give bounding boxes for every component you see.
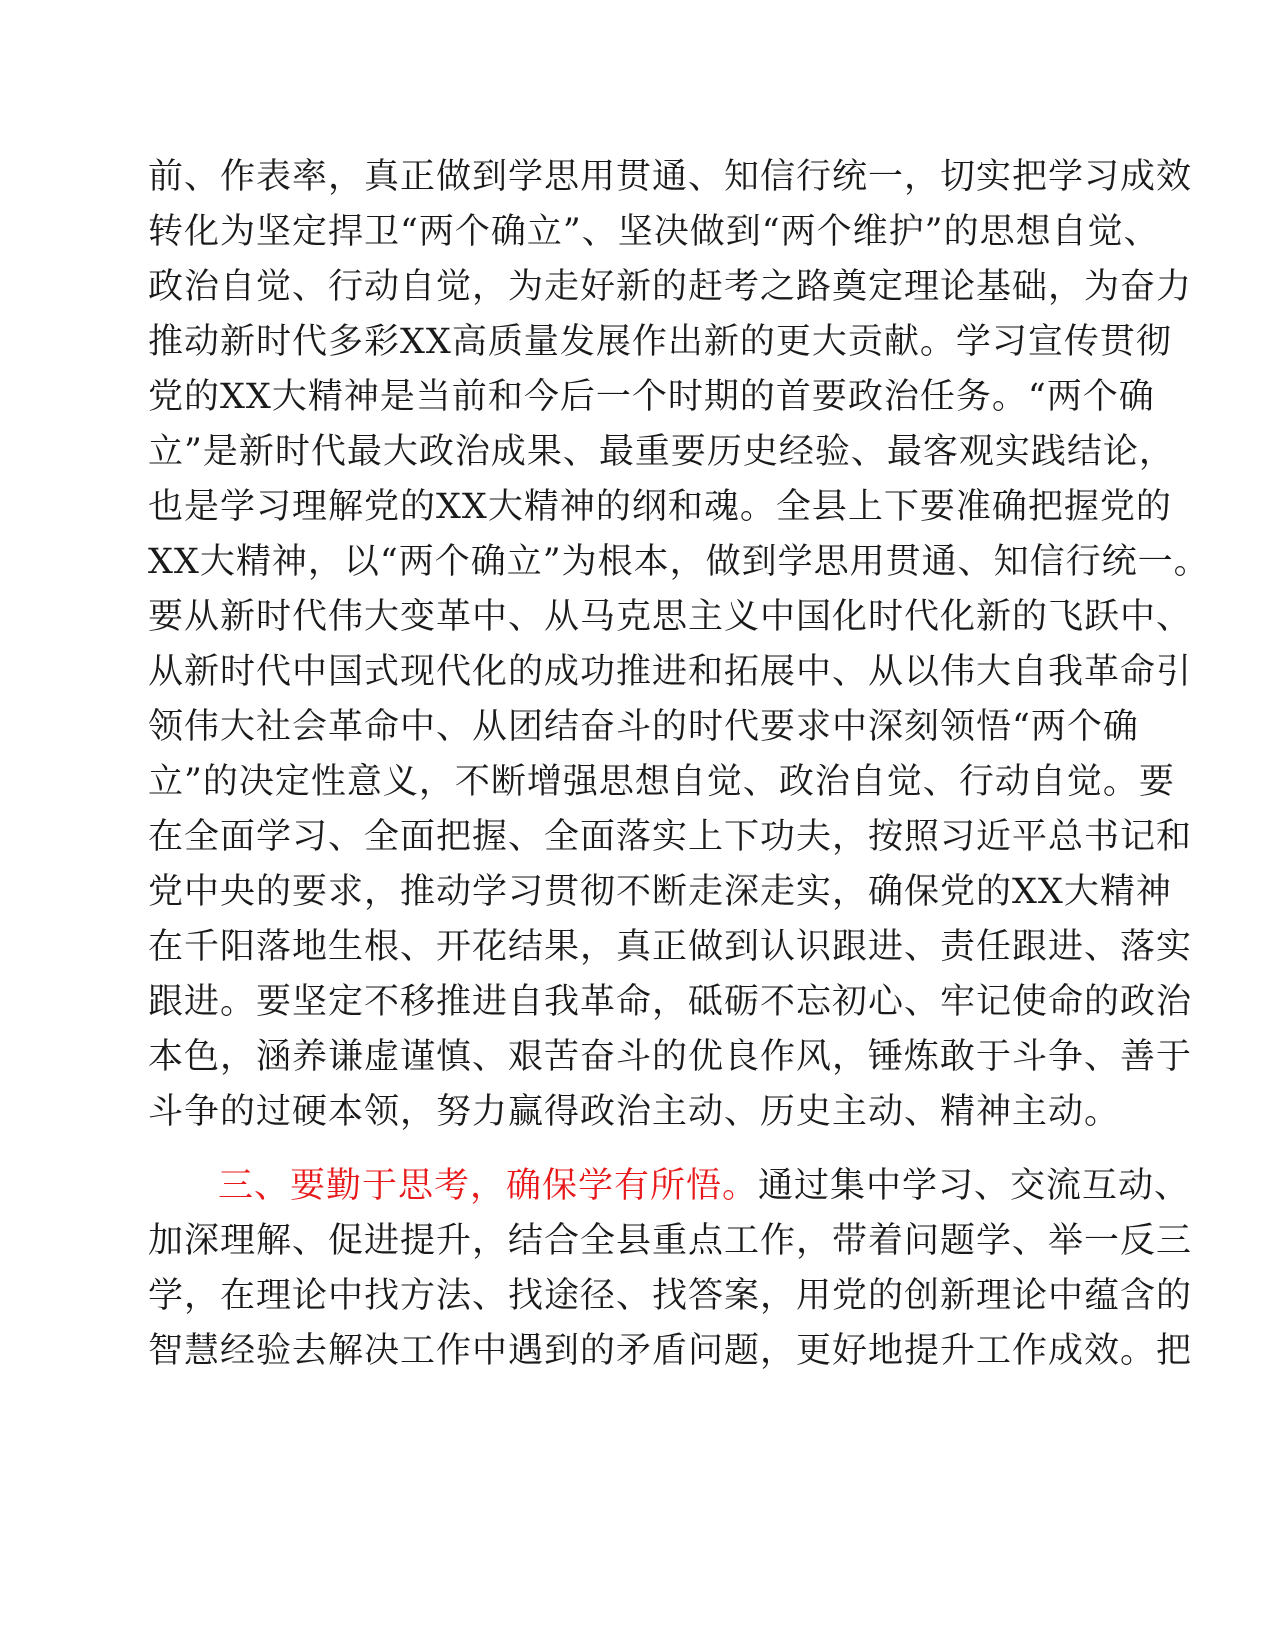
section-3-first-line bbox=[148, 1159, 1191, 1214]
text-line: 加深理解、促进提升，结合全县重点工作，带着问题学、举一反三 bbox=[148, 1221, 1193, 1261]
document-body bbox=[148, 150, 1210, 1379]
text-line: 党中央的要求，推动学习贯彻不断走深走实，确保党的XX大精神 bbox=[148, 872, 1172, 912]
paragraph-spacer bbox=[148, 1140, 1128, 1159]
text-line: 党的XX大精神是当前和今后一个时期的首要政治任务。“两个确 bbox=[148, 377, 1155, 417]
section-3-text: 通过集中学习、交流互动、 bbox=[758, 1166, 1191, 1206]
text-line: 在全面学习、全面把握、全面落实上下功夫，按照习近平总书记和 bbox=[148, 817, 1193, 857]
text-line: 推动新时代多彩XX高质量发展作出新的更大贡献。学习宣传贯彻 bbox=[148, 322, 1172, 362]
text-line: 斗争的过硬本领，努力赢得政治主动、历史主动、精神主动。 bbox=[148, 1092, 1121, 1132]
text-line: 立”是新时代最大政治成果、最重要历史经验、最客观实践结论， bbox=[148, 432, 1175, 472]
text-line: 从新时代中国式现代化的成功推进和拓展中、从以伟大自我革命引 bbox=[148, 652, 1193, 692]
text-line: 跟进。要坚定不移推进自我革命，砥砺不忘初心、牢记使命的政治 bbox=[148, 982, 1193, 1022]
text-line: 政治自觉、行动自觉，为走好新的赶考之路奠定理论基础，为奋力 bbox=[148, 267, 1193, 307]
text-line: 本色，涵养谦虚谨慎、艰苦奋斗的优良作风，锤炼敢于斗争、善于 bbox=[148, 1037, 1193, 1077]
text-line: 也是学习理解党的XX大精神的纲和魂。全县上下要准确把握党的 bbox=[148, 487, 1172, 527]
text-line: 要从新时代伟大变革中、从马克思主义中国化时代化新的飞跃中、 bbox=[148, 597, 1193, 637]
text-line: XX大精神，以“两个确立”为根本，做到学思用贯通、知信行统一。 bbox=[148, 542, 1210, 582]
text-line: 学，在理论中找方法、找途径、找答案，用党的创新理论中蕴含的 bbox=[148, 1276, 1193, 1316]
section-3-heading: 三、要勤于思考，确保学有所悟。 bbox=[218, 1166, 759, 1206]
text-line: 智慧经验去解决工作中遇到的矛盾问题，更好地提升工作成效。把 bbox=[148, 1331, 1193, 1371]
text-line: 转化为坚定捍卫“两个确立”、坚决做到“两个维护”的思想自觉、 bbox=[148, 212, 1160, 252]
section-3-paragraph bbox=[148, 1159, 1193, 1379]
paragraph-1 bbox=[148, 150, 1210, 1140]
text-line: 前、作表率，真正做到学思用贯通、知信行统一，切实把学习成效 bbox=[148, 157, 1193, 197]
text-line: 立”的决定性意义，不断增强思想自觉、政治自觉、行动自觉。要 bbox=[148, 762, 1175, 802]
text-line: 领伟大社会革命中、从团结奋斗的时代要求中深刻领悟“两个确 bbox=[148, 707, 1139, 747]
text-line: 在千阳落地生根、开花结果，真正做到认识跟进、责任跟进、落实 bbox=[148, 927, 1193, 967]
